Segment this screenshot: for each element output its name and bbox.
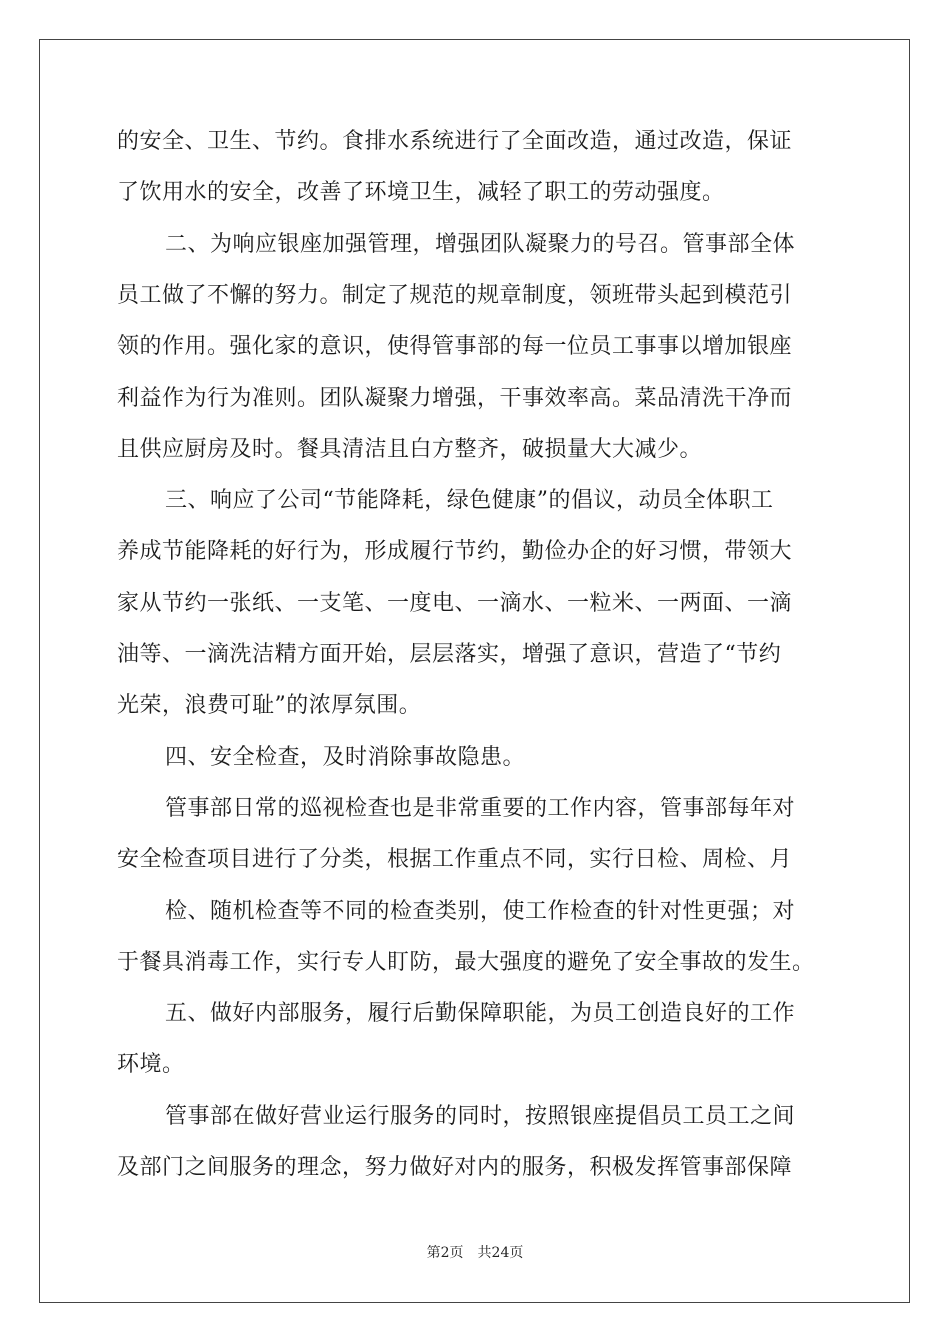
text-line: 的安全、卫生、节约。食排水系统进行了全面改造，通过改造，保证 — [117, 129, 793, 154]
text-line: 二、为响应银座加强管理，增强团队凝聚力的号召。管事部全体 — [165, 231, 796, 257]
text-line: 三、响应了公司“节能降耗，绿色健康”的倡议，动员全体职工 — [165, 488, 774, 514]
text-line: 且供应厨房及时。餐具清洁且白方整齐，破损量大大减少。 — [117, 436, 703, 462]
page-footer: 第2页 共24页 — [426, 1245, 524, 1261]
text-line: 油等、一滴洗洁精方面开始，层层落实，增强了意识，营造了“节约 — [117, 642, 782, 667]
text-line: 环境。 — [117, 1052, 185, 1078]
text-line: 及部门之间服务的理念，努力做好对内的服务，积极发挥管事部保障 — [117, 1155, 793, 1180]
text-line: 了饮用水的安全，改善了环境卫生，减轻了职工的劳动强度。 — [117, 180, 725, 206]
text-line: 检、随机检查等不同的检查类别，使工作检查的针对性更强；对 — [165, 898, 796, 924]
text-line: 养成节能降耗的好行为，形成履行节约，勤俭办企的好习惯，带领大 — [117, 539, 793, 565]
text-line: 管事部在做好营业运行服务的同时，按照银座提倡员工员工之间 — [165, 1103, 796, 1129]
text-line: 于餐具消毒工作，实行专人盯防，最大强度的避免了安全事故的发生。 — [117, 949, 815, 975]
text-line: 领的作用。强化家的意识，使得管事部的每一位员工事事以增加银座 — [117, 334, 793, 360]
text-line: 四、安全检查，及时消除事故隐患。 — [165, 744, 526, 770]
text-line: 家从节约一张纸、一支笔、一度电、一滴水、一粒米、一两面、一滴 — [117, 590, 793, 616]
text-line: 利益作为行为准则。团队凝聚力增强，干事效率高。菜品清洗干净而 — [117, 385, 793, 411]
text-line: 安全检查项目进行了分类，根据工作重点不同，实行日检、周检、月 — [117, 847, 793, 873]
text-line: 员工做了不懈的努力。制定了规范的规章制度，领班带头起到模范引 — [117, 282, 793, 308]
text-line: 五、做好内部服务，履行后勤保障职能，为员工创造良好的工作 — [165, 1001, 796, 1027]
text-line: 管事部日常的巡视检查也是非常重要的工作内容，管事部每年对 — [165, 795, 796, 821]
text-line: 光荣，浪费可耻”的浓厚氛围。 — [117, 693, 422, 719]
